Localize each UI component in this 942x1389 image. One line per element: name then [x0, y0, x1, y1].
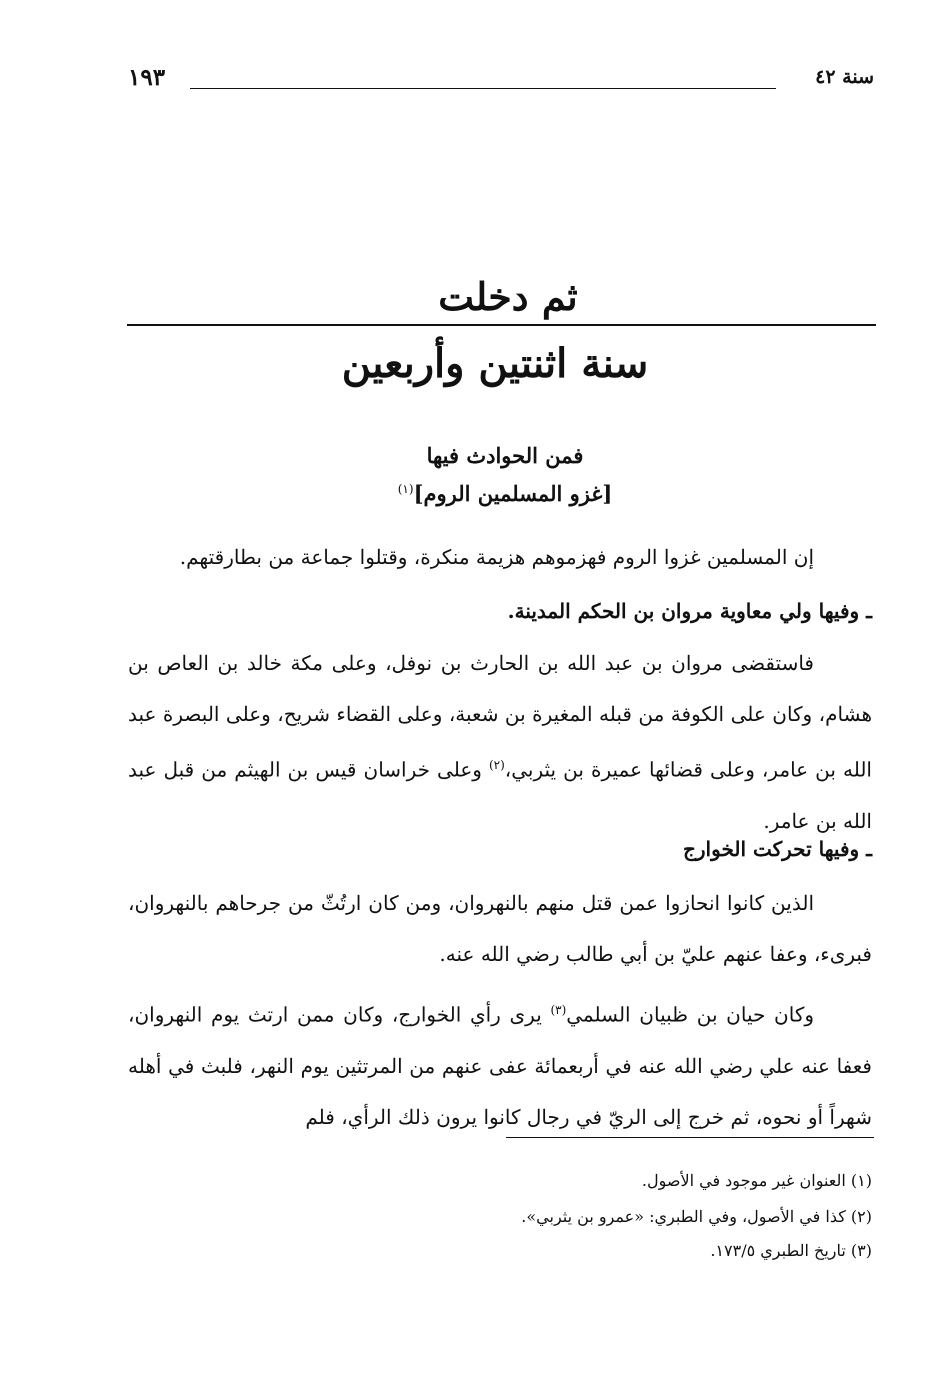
- paragraph-roman-raid: إن المسلمين غزوا الروم فهزموهم هزيمة منكرة، وقتلوا جماعة من بطارقتهم.: [179, 545, 814, 569]
- footnote-2: (٢) كذا في الأصول، وفي الطبري: «عمرو بن يثربي».: [521, 1207, 872, 1226]
- footnote-1: (١) العنوان غير موجود في الأصول.: [641, 1171, 872, 1190]
- footnote-divider: [506, 1137, 874, 1138]
- events-subheading-text: [غزو المسلمين الروم]: [413, 481, 613, 506]
- paragraph-hayyan-text-b: يرى رأي الخوارج، وكان ممن ارتث يوم النهروان، فعفا عنه علي رضي الله عنه في أربعمائة عفى عنهم من المرتثين يوم النهر، فلبث في أهله شهراً أو نحوه، ثم خرج إلى الريّ في رجال كانوا يرون ذلك الرأي، فلم: [128, 1002, 872, 1129]
- paragraph-marwan-heading: ـ وفيها ولي معاوية مروان بن الحكم المدينة.: [507, 599, 872, 623]
- footnote-3: (٣) تاريخ الطبري ١٧٣/٥.: [710, 1241, 872, 1260]
- events-subheading: [0, 481, 942, 506]
- running-header-year: سنة ٤٢: [815, 66, 874, 88]
- footnote-ref-3: (٣): [550, 1003, 567, 1017]
- paragraph-appointments-text-a: فاستقضى مروان بن عبد الله بن الحارث بن نوفل، وعلى مكة خالد بن العاص بن هشام، وكان على الكوفة من قبله المغيرة بن شعبة، وعلى القضاء شريح، وعلى البصرة عبد الله بن عامر، وعلى قضائها عميرة بن يثربي،: [128, 651, 872, 782]
- running-header-rule: [190, 88, 776, 89]
- chapter-title-line1: ثم دخلت: [438, 274, 578, 319]
- chapter-divider: [127, 324, 876, 326]
- chapter-title-line2: سنة اثنتين وأربعين: [341, 340, 649, 387]
- paragraph-appointments: [128, 638, 872, 847]
- footnote-ref-1: (١): [397, 482, 414, 496]
- events-heading: فمن الحوادث فيها: [426, 443, 584, 468]
- paragraph-appointments-text-b: وعلى خراسان قيس بن الهيثم من قبل عبد الله بن عامر.: [128, 757, 872, 833]
- footnote-ref-2: (٢): [488, 758, 505, 772]
- paragraph-khawarij-heading: ـ وفيها تحركت الخوارج: [682, 837, 872, 861]
- page-number: ١٩٣: [128, 64, 166, 91]
- paragraph-hayyan: [128, 985, 872, 1143]
- paragraph-hayyan-text-a: وكان حيان بن ظبيان السلمي: [566, 1002, 814, 1027]
- running-header: [128, 66, 874, 98]
- paragraph-nahrawan: الذين كانوا انحازوا عمن قتل منهم بالنهروان، ومن كان ارتُثّ من جرحاهم بالنهروان، فبرىء، وعفا عنهم عليّ بن أبي طالب رضي الله عنه.: [128, 891, 872, 966]
